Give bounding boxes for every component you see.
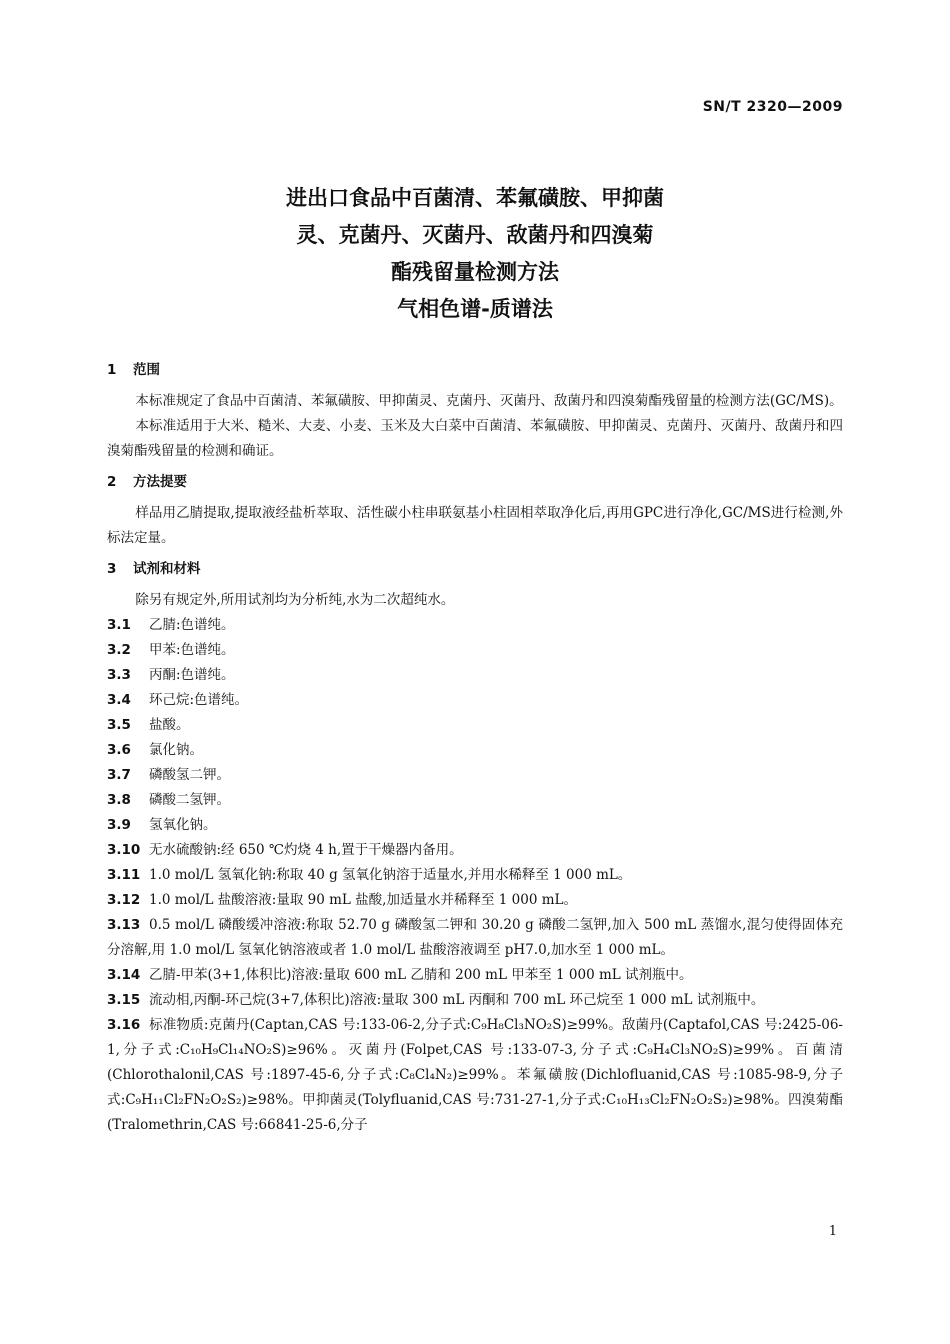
item-text: 甲苯:色谱纯。 — [149, 642, 235, 658]
list-item — [107, 663, 843, 688]
title-line: 气相色谱-质谱法 — [397, 297, 553, 321]
list-item — [107, 863, 843, 888]
section-heading-method — [107, 470, 843, 495]
document-body — [107, 358, 843, 1138]
item-text: 磷酸二氢钾。 — [149, 792, 230, 808]
section-heading-reagents — [107, 557, 843, 582]
page-number: 1 — [828, 1224, 837, 1239]
item-number: 3.8 — [107, 792, 131, 808]
title-line: 酯残留量检测方法 — [391, 260, 559, 284]
item-text: 盐酸。 — [149, 717, 190, 733]
item-text: 丙酮:色谱纯。 — [149, 667, 235, 683]
section-title: 范围 — [133, 362, 160, 378]
item-text: 磷酸氢二钾。 — [149, 767, 230, 783]
item-text: 环己烷:色谱纯。 — [149, 692, 249, 708]
list-item — [107, 688, 843, 713]
item-text: 1.0 mol/L 盐酸溶液:量取 90 mL 盐酸,加适量水并稀释至 1 000 mL。 — [149, 892, 577, 908]
document-title — [0, 180, 950, 328]
list-item — [107, 713, 843, 738]
item-number: 3.11 — [107, 867, 141, 883]
section-heading-scope — [107, 358, 843, 383]
list-item — [107, 913, 843, 963]
item-text: 乙腈-甲苯(3+1,体积比)溶液:量取 600 mL 乙腈和 200 mL 甲苯至 1 000 mL 试剂瓶中。 — [149, 967, 693, 983]
standard-code: SN/T 2320—2009 — [702, 99, 843, 115]
item-number: 3.3 — [107, 667, 131, 683]
paragraph: 样品用乙腈提取,提取液经盐析萃取、活性碳小柱串联氨基小柱固相萃取净化后,再用GPC进行净化,GC/MS进行检测,外标法定量。 — [107, 505, 843, 546]
item-number: 3.2 — [107, 642, 131, 658]
list-item — [107, 763, 843, 788]
item-text: 乙腈:色谱纯。 — [149, 617, 235, 633]
section-number: 2 — [107, 474, 117, 490]
item-text: 1.0 mol/L 氢氧化钠:称取 40 g 氢氧化钠溶于适量水,并用水稀释至 1 000 mL。 — [149, 867, 632, 883]
paragraph: 本标准适用于大米、糙米、大麦、小麦、玉米及大白菜中百菌清、苯氟磺胺、甲抑菌灵、克菌丹、灭菌丹、敌菌丹和四溴菊酯残留量的检测和确证。 — [107, 418, 843, 459]
paragraph: 本标准规定了食品中百菌清、苯氟磺胺、甲抑菌灵、克菌丹、灭菌丹、敌菌丹和四溴菊酯残留量的检测方法(GC/MS)。 — [135, 393, 843, 409]
list-item — [107, 638, 843, 663]
item-number: 3.6 — [107, 742, 131, 758]
item-text: 氯化钠。 — [149, 742, 203, 758]
list-item — [107, 838, 843, 863]
section-title: 试剂和材料 — [133, 561, 201, 577]
list-item — [107, 963, 843, 988]
item-text: 氢氧化钠。 — [149, 817, 217, 833]
section-number: 1 — [107, 362, 117, 378]
list-item — [107, 988, 843, 1013]
list-item — [107, 788, 843, 813]
item-number: 3.1 — [107, 617, 131, 633]
list-item — [107, 813, 843, 838]
item-number: 3.7 — [107, 767, 131, 783]
list-item — [107, 613, 843, 638]
list-item — [107, 888, 843, 913]
item-text: 0.5 mol/L 磷酸缓冲溶液:称取 52.70 g 磷酸氢二钾和 30.20 g 磷酸二氢钾,加入 500 mL 蒸馏水,混匀使得固体充分溶解,用 1.0 mol/L 氢氧化钠溶液或者 1.0 mol/L 盐酸溶液调至 pH7.0,加水至 1 000 mL。 — [107, 917, 843, 958]
item-number: 3.4 — [107, 692, 131, 708]
item-number: 3.5 — [107, 717, 131, 733]
item-text: 流动相,丙酮-环己烷(3+7,体积比)溶液:量取 300 mL 丙酮和 700 mL 环己烷至 1 000 mL 试剂瓶中。 — [149, 992, 765, 1008]
list-item — [107, 738, 843, 763]
title-line: 进出口食品中百菌清、苯氟磺胺、甲抑菌 — [286, 186, 664, 210]
title-line: 灵、克菌丹、灭菌丹、敌菌丹和四溴菊 — [296, 223, 654, 247]
section-number: 3 — [107, 561, 117, 577]
item-number: 3.12 — [107, 892, 141, 908]
item-number: 3.13 — [107, 917, 141, 933]
item-text: 无水硫酸钠:经 650 ℃灼烧 4 h,置于干燥器内备用。 — [149, 842, 463, 858]
section-title: 方法提要 — [133, 474, 187, 490]
item-text: 标准物质:克菌丹(Captan,CAS 号:133-06-2,分子式:C₉H₈Cl₃NO₂S)≥99%。敌菌丹(Captafol,CAS 号:2425-06-1,分子式:C₁₀H₉Cl₁₄NO₂S)≥96%。灭菌丹(Folpet,CAS 号:133-07-3,分子式:C₉H₄Cl₃NO₂S)≥99%。百菌清(Chlorothalonil,CAS 号:1897-45-6,分子式:C₈Cl₄N₂)≥99%。苯氟磺胺(Dichlofluanid,CAS 号:1085-98-9,分子式:C₉H₁₁Cl₂FN₂O₂S₂)≥98%。甲抑菌灵(Tolyfluanid,CAS 号:731-27-1,分子式:C₁₀H₁₃Cl₂FN₂O₂S₂)≥98%。四溴菊酯(Tralomethrin,CAS 号:66841-25-6,分子 — [107, 1017, 843, 1133]
item-number: 3.16 — [107, 1017, 141, 1033]
paragraph: 除另有规定外,所用试剂均为分析纯,水为二次超纯水。 — [135, 592, 455, 608]
item-number: 3.10 — [107, 842, 141, 858]
item-number: 3.15 — [107, 992, 141, 1008]
item-number: 3.9 — [107, 817, 131, 833]
item-number: 3.14 — [107, 967, 141, 983]
list-item — [107, 1013, 843, 1138]
